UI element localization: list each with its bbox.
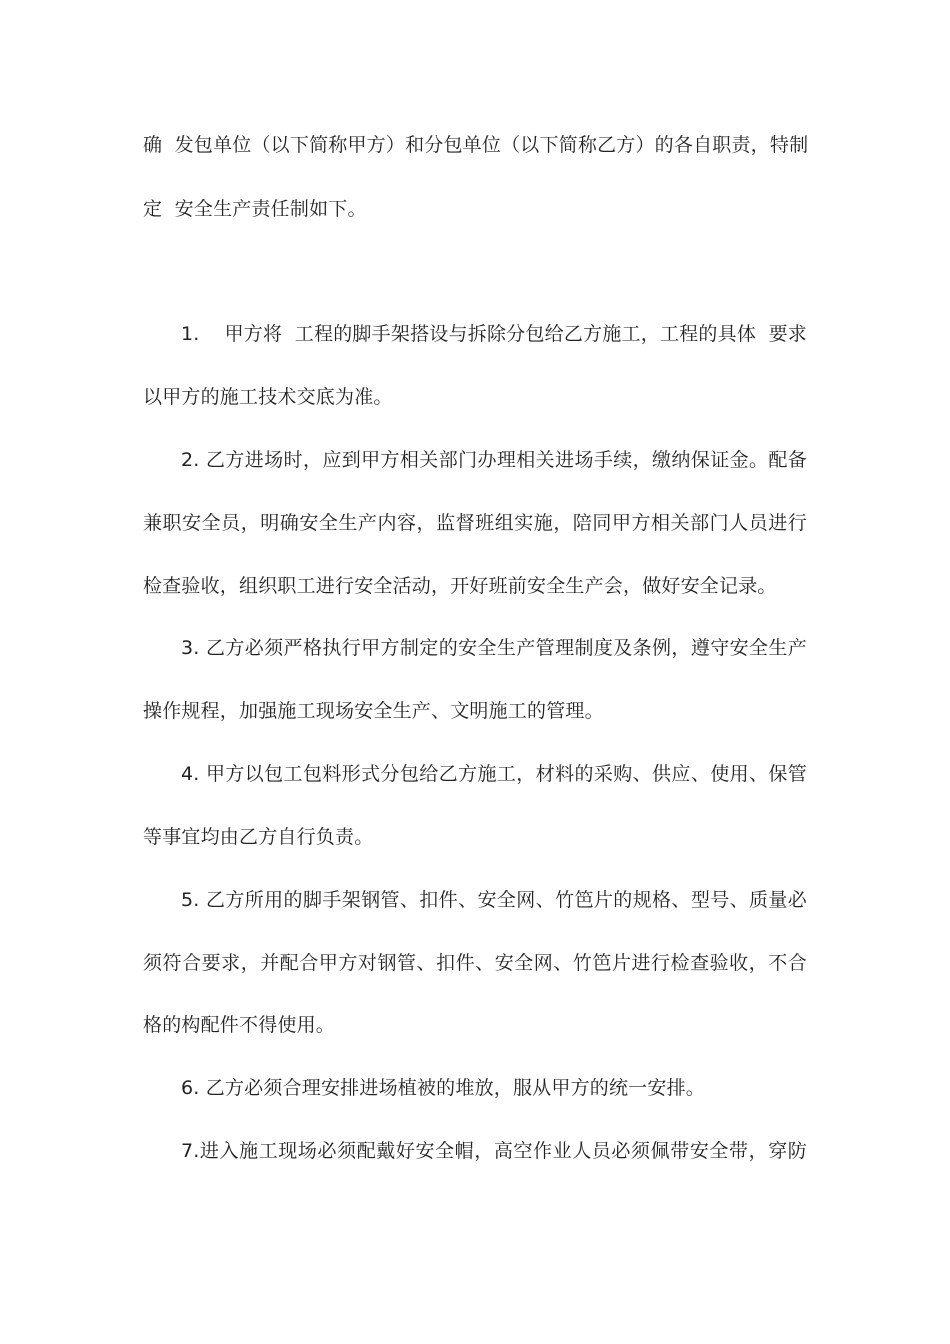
- clause-2-line-2: 兼职安全员，明确安全生产内容，监督班组实施，陪同甲方相关部门人员进行: [143, 512, 807, 534]
- clause-4-line-1: [181, 761, 807, 787]
- intro-line-2: 定 安全生产责任制如下。: [143, 198, 367, 220]
- clause-4-text-1: 甲方以包工包料形式分包给乙方施工，材料的采购、供应、使用、保管: [205, 763, 807, 785]
- clause-1-number: 1.: [181, 323, 200, 345]
- clause-3-line-2: 操作规程，加强施工现场安全生产、文明施工的管理。: [143, 700, 604, 722]
- clause-4-number: 4.: [181, 763, 200, 785]
- clause-5-line-3: 格的构配件不得使用。: [143, 1014, 336, 1036]
- intro-line-1: 确 发包单位（以下简称甲方）和分包单位（以下简称乙方）的各自职责，特制: [143, 134, 809, 156]
- clause-1-line-2: 以甲方的施工技术交底为准。: [143, 386, 393, 408]
- clause-7-text-1: 进入施工现场必须配戴好安全帽，高空作业人员必须佩带安全带，穿防: [199, 1140, 807, 1162]
- clause-2-line-3: 检查验收，组织职工进行安全活动，开好班前安全生产会，做好安全记录。: [143, 575, 777, 597]
- clause-3-text-1: 乙方必须严格执行甲方制定的安全生产管理制度及条例，遵守安全生产: [205, 637, 807, 659]
- clause-6-number: 6.: [181, 1077, 200, 1099]
- clause-2-line-1: [181, 447, 807, 473]
- clause-5-text-1: 乙方所用的脚手架钢管、扣件、安全网、竹笆片的规格、型号、质量必: [205, 889, 807, 911]
- clause-2-text-1: 乙方进场时，应到甲方相关部门办理相关进场手续，缴纳保证金。配备: [205, 449, 807, 471]
- clause-6-line-1: [181, 1075, 807, 1101]
- clause-3-line-1: [181, 635, 807, 661]
- clause-6-text-1: 乙方必须合理安排进场植被的堆放，服从甲方的统一安排。: [205, 1077, 705, 1099]
- clause-1-text-1: 甲方将 工程的脚手架搭设与拆除分包给乙方施工，工程的具体 要求: [224, 323, 807, 345]
- clause-7-number: 7.: [181, 1140, 200, 1162]
- clause-3-number: 3.: [181, 637, 200, 659]
- clause-5-number: 5.: [181, 889, 200, 911]
- clause-2-number: 2.: [181, 449, 200, 471]
- clause-5-line-1: [181, 887, 807, 913]
- clause-4-line-2: 等事宜均由乙方自行负责。: [143, 826, 374, 848]
- clause-1-line-1: [181, 321, 807, 347]
- clause-5-line-2: 须符合要求，并配合甲方对钢管、扣件、安全网、竹笆片进行检查验收，不合: [143, 952, 807, 974]
- clause-7-line-1: [181, 1138, 807, 1164]
